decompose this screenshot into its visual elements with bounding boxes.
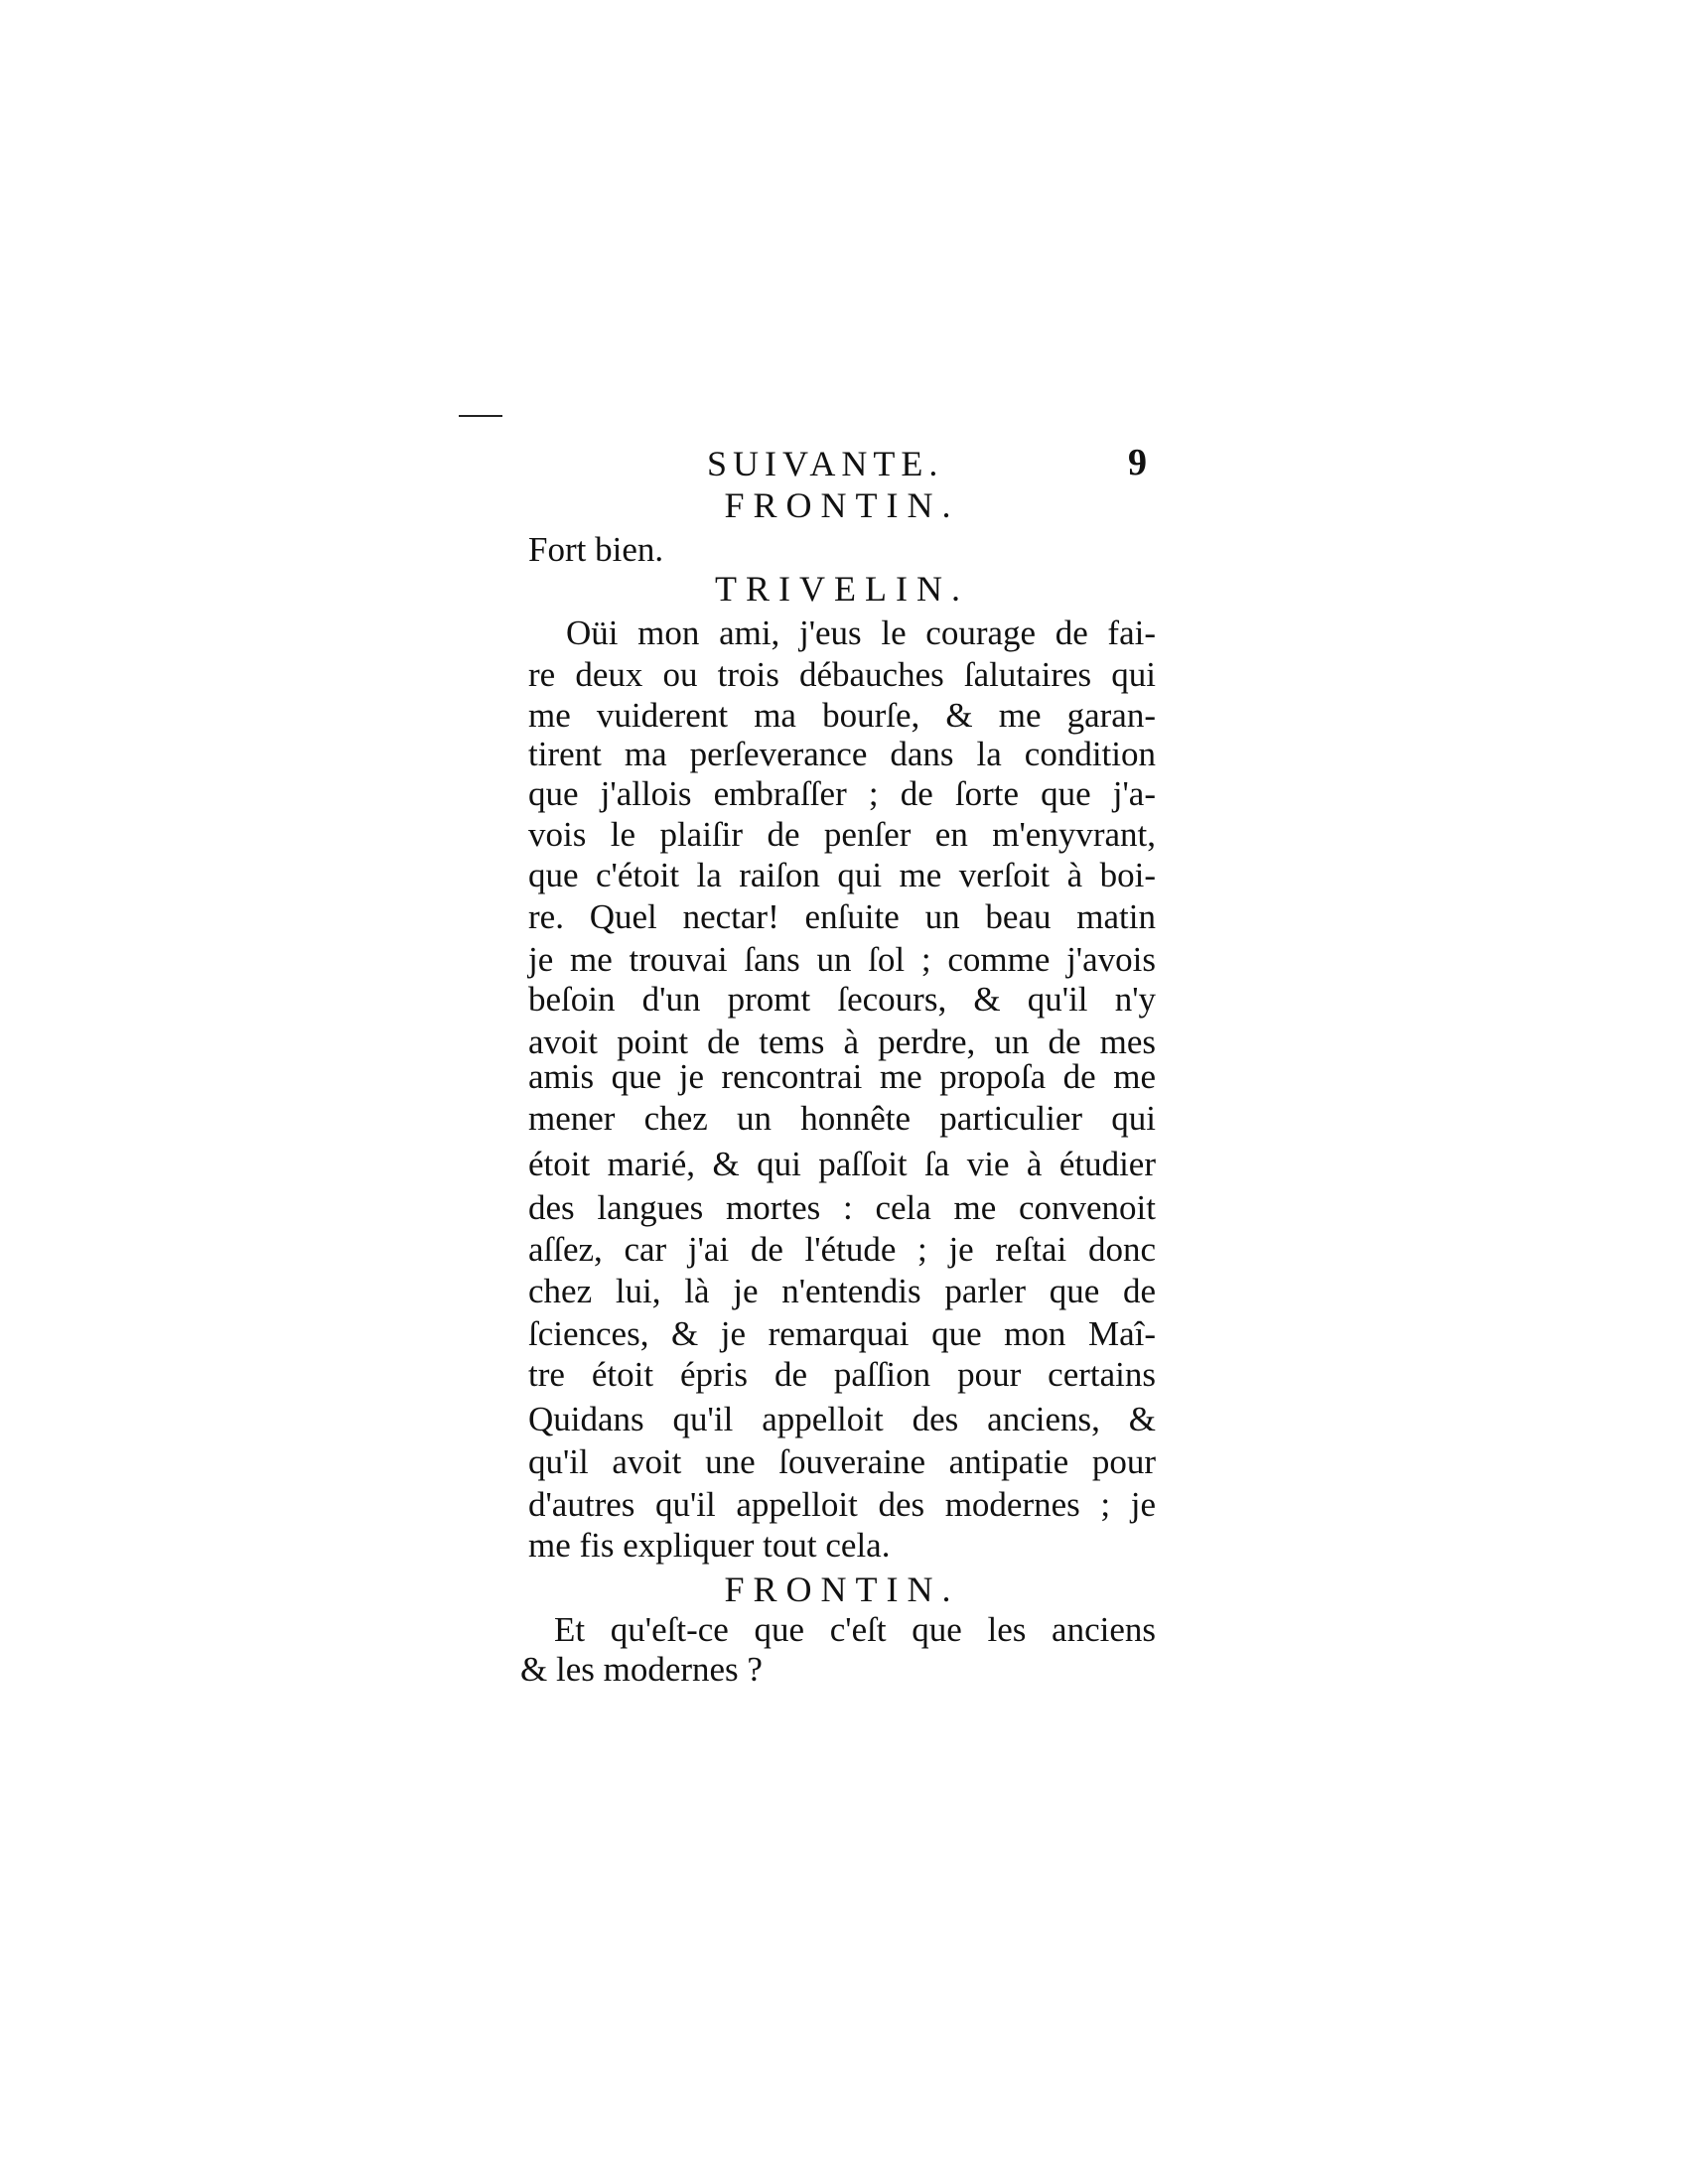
text-line: beſoin d'un promt ſecours, & qu'il n'y: [528, 980, 1156, 1019]
speaker-heading: FRONTIN.: [724, 485, 960, 525]
text-line: que c'étoit la raiſon qui me verſoit à boi-: [528, 856, 1156, 894]
text-line: me fis expliquer tout cela.: [528, 1526, 891, 1565]
text-line: vois le plaiſir de penſer en m'enyvrant,: [528, 815, 1156, 854]
text-line: Oüi mon ami, j'eus le courage de fai-: [566, 614, 1156, 652]
text-line: que j'allois embraſſer ; de ſorte que j'a-: [528, 774, 1156, 813]
text-line: me vuiderent ma bourſe, & me garan-: [528, 696, 1156, 735]
stray-mark: [459, 415, 502, 417]
speaker-heading: FRONTIN.: [724, 1570, 960, 1609]
text-line: étoit marié, & qui paſſoit ſa vie à étudier: [528, 1145, 1156, 1183]
text-line: qu'il avoit une ſouveraine antipatie pour: [528, 1442, 1156, 1481]
text-line: re. Quel nectar! enſuite un beau matin: [528, 897, 1156, 936]
speaker-heading: TRIVELIN.: [715, 569, 969, 609]
text-line: ſciences, & je remarquai que mon Maî-: [528, 1314, 1156, 1353]
text-line: amis que je rencontrai me propoſa de me: [528, 1057, 1156, 1096]
text-line: aſſez, car j'ai de l'étude ; je reſtai donc: [528, 1230, 1156, 1269]
text-line: & les modernes ?: [520, 1650, 763, 1689]
text-line: tre étoit épris de paſſion pour certains: [528, 1355, 1156, 1394]
text-line: re deux ou trois débauches ſalutaires qui: [528, 655, 1156, 694]
page-number: 9: [1128, 442, 1147, 483]
text-line: Quidans qu'il appelloit des anciens, &: [528, 1400, 1156, 1438]
text-line: Et qu'eſt-ce que c'eſt que les anciens: [554, 1610, 1156, 1649]
text-line: je me trouvai ſans un ſol ; comme j'avois: [528, 940, 1156, 979]
text-line: d'autres qu'il appelloit des modernes ; je: [528, 1485, 1156, 1524]
text-line: chez lui, là je n'entendis parler que de: [528, 1272, 1156, 1310]
text-line: des langues mortes : cela me convenoit: [528, 1188, 1156, 1227]
running-title: SUIVANTE.: [707, 444, 944, 483]
text-line: Fort bien.: [528, 530, 664, 569]
text-line: mener chez un honnête particulier qui: [528, 1099, 1156, 1138]
text-line: tirent ma perſeverance dans la condition: [528, 735, 1156, 773]
text-line: avoit point de tems à perdre, un de mes: [528, 1023, 1156, 1061]
